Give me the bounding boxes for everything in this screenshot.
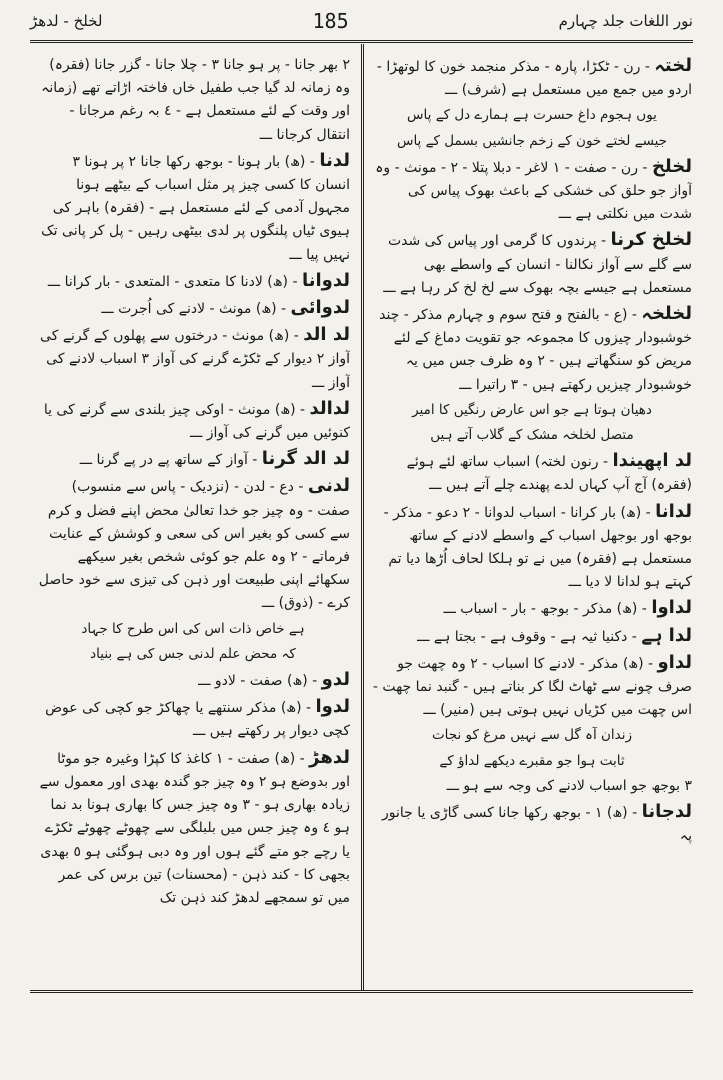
verse-line: جیسے لختے خون کے زخم جانشیں بسمل کے پاس: [396, 132, 668, 149]
entry-definition: - (ھ) ١ - بوجھ رکھا جانا کسی گاڑی یا جانور پہ: [382, 805, 692, 845]
entry-definition: - (ھ) صفت - لادو ـــ: [198, 673, 322, 690]
dictionary-entry: [36, 397, 350, 445]
entry-headword: لدو: [321, 669, 350, 691]
dictionary-entry: [372, 596, 692, 621]
book-title: نور اللغات جلد چہارم: [558, 12, 693, 30]
dictionary-entry: [36, 323, 350, 395]
dictionary-entry: [36, 695, 350, 743]
entry-definition: - رن - صفت - ١ لاغر - دبلا پتلا - ٢ - مونث - وہ آواز جو حلق کی خشکی کے باعث بھوک پیاس کی شدت میں نکلتی ہے ـــ: [375, 159, 692, 223]
dictionary-entry: [36, 447, 350, 472]
dictionary-entry: [372, 624, 692, 649]
top-rule: [30, 40, 693, 43]
entry-definition: ٣ بوجھ جو اسباب لادنے کی وجہ سے ہو ـــ: [446, 777, 692, 794]
right-column: [372, 54, 692, 984]
entry-headword: لخلخہ: [641, 303, 692, 325]
entry-definition: - (ھ) مذکر - بوجھ - بار - اسباب ـــ: [443, 601, 652, 618]
dictionary-entry: [36, 746, 350, 910]
entry-headword: لدوائی: [290, 297, 350, 319]
dictionary-entry: [372, 775, 692, 798]
left-column: [36, 54, 350, 984]
page-header: [30, 8, 693, 34]
entry-definition: - (ھ) مذکر - لادنے کا اسباب - ٢ وہ چھت جو صرف چونے سے ٹھاٹ لگا کر بناتے ہیں - گنبد نما چھت - اس چھت میں کڑیاں نہیں ہوتی ہیں (منیر) ـــ: [372, 655, 692, 719]
entry-definition: - آواز کے ساتھ پے در پے گرنا ـــ: [79, 452, 262, 469]
entry-headword: لدوانا: [301, 269, 350, 291]
entry-definition: - رنون لختہ) اسباب ساتھ لئے ہوئے (فقرہ) آج آپ کہاں لدے پھندے چلے آتے ہیں ـــ: [406, 454, 692, 494]
entry-headword: لخلخ: [651, 155, 692, 177]
dictionary-entry: [372, 155, 692, 227]
entry-headword: لد اپھیندا: [612, 450, 692, 472]
entry-definition: - رن - ٹکڑا، پارہ - مذکر منجمد خون کا لوتھڑا - اردو میں جمع میں مستعمل ہے (شرف) ـــ: [376, 59, 692, 99]
entry-headword: لدا ہے: [641, 624, 692, 646]
entry-headword: لدنا: [319, 149, 350, 171]
entry-headword: لد الد گرنا: [261, 448, 350, 470]
verse-line: کہ محض علم لدنی جس کی ہے بنیاد: [90, 645, 296, 662]
dictionary-entry: [36, 269, 350, 294]
entry-headword: لدھڑ: [309, 746, 350, 768]
dictionary-entry: [36, 668, 350, 693]
entry-definition: - (ھ) مذکر سنتھے یا چھاکڑ جو کچی کی عوض کچی دیوار پر رکھتے ہیں ـــ: [45, 700, 350, 740]
entry-headword: لدجانا: [641, 801, 692, 823]
dictionary-entry: [372, 228, 692, 300]
entry-definition: ٢ بھر جانا - پر ہو جانا ٣ - چلا جانا - گزر جانا (فقرہ) وہ زمانہ لد گیا جب طفیل خاں فاختہ اڑاتے تھے (زمانہ اور وقت کے لئے مستعمل ہے - ٤ بہ رغم مرجانا - انتقال کرجانا ـــ: [41, 57, 350, 143]
dictionary-entry: [372, 500, 692, 595]
column-divider: [361, 44, 364, 990]
entry-headword: لختہ: [654, 55, 692, 76]
entry-definition: - (ھ) بار کرانا - اسباب لدوانا - ٢ دعو - مذکر - بوجھ اور بوجھل اسباب کے واسطے لادنے کے ساتھ مستعمل ہے (فقرہ) میں نے تو ہلکا لحاف اُڑھا دیا تم کہتے ہو لدانا لا دیا ـــ: [383, 504, 692, 591]
verse-line: دھیان ہوتا ہے جو اس عارض رنگیں کا امیر: [412, 401, 652, 418]
entry-headword: لد الد: [303, 324, 350, 346]
entry-definition: - (ھ) مونث - اوکی چیز بلندی سے گرنے کی یا کنوئیں میں گرنے کی آواز ـــ: [43, 401, 350, 442]
dictionary-entry: [36, 149, 350, 267]
entry-definition: - (ع - بالفتح و فتح سوم و چہارم مذکر - چند خوشبودار چیزوں کا مجموعہ جو تقویت دماغ کے لئے مریض کو سنگھاتے ہیں - ٢ وہ ظرف جس میں یہ خوشبودار چیزیں رکھتے ہیں - ٣ راتیرا ـــ: [379, 307, 692, 393]
entry-headword: لدنی: [307, 475, 350, 497]
page-number: 185: [312, 9, 349, 33]
dictionary-entry: [36, 474, 350, 615]
entry-definition: - دع - لدن - (نزدیک - پاس سے منسوب) صفت - وہ چیز جو خدا تعالیٰ محض اپنے فضل و کرم سے کسی کو بغیر اس کی سعی و کوشش کے عنایت فرماتے - ٢ وہ علم جو کوئی شخص بغیر سیکھے سکھائے اپنی طبیعت اور ذہن کی تیزی سے خود حاصل کرے - (ذوق) ـــ: [38, 479, 350, 612]
entry-headword: لدالد: [309, 397, 350, 419]
entry-definition: - پرندوں کا گرمی اور پیاس کی شدت سے گلے سے آواز نکالنا - انسان کے واسطے بھی مستعمل ہے جیسے بچہ بھوک سے لخ لخ کر رہا ہے ـــ: [383, 233, 692, 296]
verse-line: زندان آہ گل سے نہیں مرغ کو نجات: [431, 727, 633, 744]
entry-headword: لدوا: [315, 696, 350, 718]
entry-headword: لدانا: [655, 500, 692, 522]
dictionary-entry: [36, 296, 350, 321]
verse-line: ہے خاص ذات اس کی اس طرح کا جہاد: [81, 620, 305, 637]
entry-definition: - (ھ) مونث - لادنے کی اُجرت ـــ: [101, 301, 291, 318]
entry-definition: - دکنیا ثیہ ہے - وقوف ہے - بجتا ہے ـــ: [417, 628, 642, 645]
dictionary-entry: [372, 651, 692, 723]
verse-line: متصل لخلخہ مشک کے گلاب آتے ہیں: [430, 427, 634, 444]
dictionary-entry: [372, 54, 692, 102]
dictionary-entry: [372, 302, 692, 397]
dictionary-entry: [372, 449, 692, 497]
entry-headword: لداو: [657, 651, 692, 673]
verse-line: یوں ہجوم داغ حسرت ہے ہمارے دل کے پاس: [407, 107, 657, 124]
entry-definition: - (ھ) لادنا کا متعدی - المتعدی - بار کرانا ـــ: [47, 273, 302, 290]
bottom-rule: [30, 990, 693, 993]
entry-headword: لداوا: [651, 597, 692, 619]
entry-headword: لخلخ کرنا: [610, 229, 692, 251]
entry-definition: - (ھ) صفت - ١ کاغذ کا کپڑا وغیرہ جو موٹا اور بدوضع ہو ٢ وہ چیز جو گندہ بھدی اور معمول سے زیادہ بھاری ہو - ٣ وہ چیز جس کا بھاری ہونا بد نما ہو ٤ وہ چیز جس میں بلبلگی سے چھوٹے چھوٹے ٹکڑے یا رچے جو متے گئے ہوں اور وہ دبی ہوگئی ہو ٥ بھدی بجھی کا - کند ذہن - (محسنات) تین برس کی عمر میں تو سمجھے لدھڑ کند ذہن تک: [39, 750, 350, 906]
dictionary-entry: [372, 800, 692, 848]
entry-definition: - (ھ) بار ہونا - بوجھ رکھا جانا ٢ پر ہونا ٣ انسان کا کسی چیز پر مثل اسباب کے بیٹھے ہونا مجہول آدمی کے لئے مستعمل ہے - (فقرہ) باہر کی ہیوی ٹیاں پلنگوں پر لدی بیٹھی رہیں - پل کر پانی تک نہیں پیا ـــ: [41, 153, 350, 263]
dictionary-entry: [36, 54, 350, 147]
headword-range: لخلخ - لدھڑ: [30, 12, 103, 30]
entry-definition: - (ھ) مونث - درختوں سے پھلوں کے گرنے کی آواز ٢ دیوار کے ٹکڑے گرنے کی آواز ٣ اسباب لادنے کی آواز ـــ: [40, 328, 350, 391]
verse-line: ثابت ہوا جو مقبرے دیکھے لداؤ کے: [439, 752, 625, 769]
